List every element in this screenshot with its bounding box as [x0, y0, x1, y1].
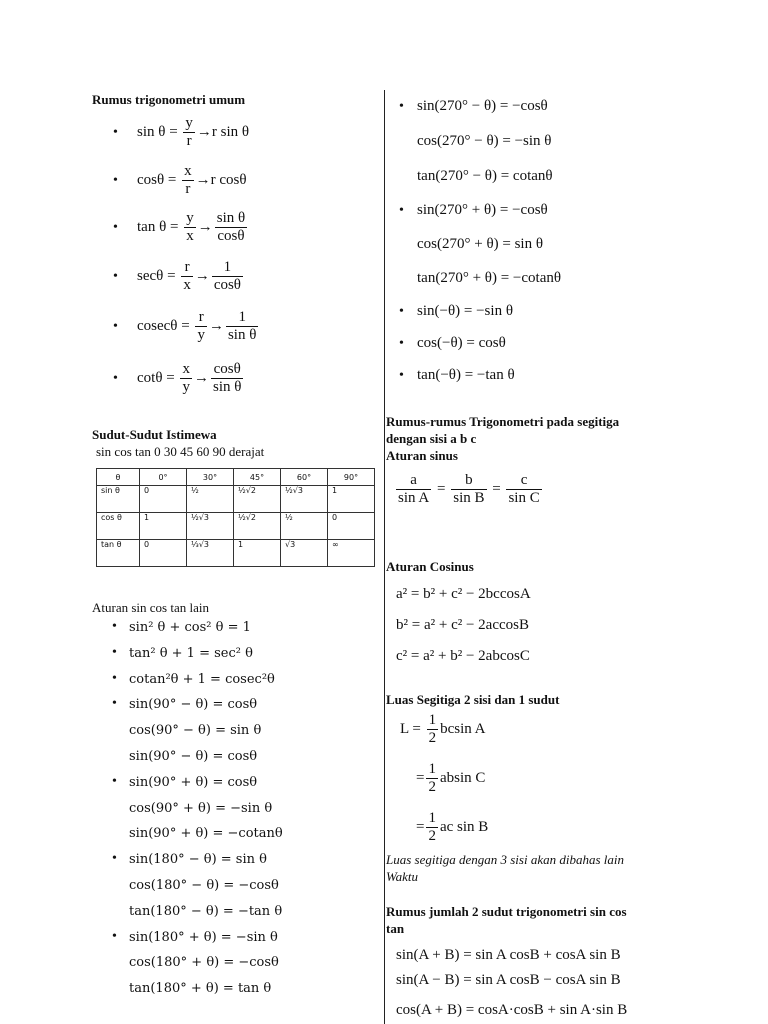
table-cell: √3 [281, 540, 328, 567]
other-rule-item: sin(90° − θ) = cosθ [129, 749, 258, 764]
general-formula-bullet: • [113, 173, 118, 188]
heading-triangle-area: Luas Segitiga 2 sisi dan 1 sudut [386, 692, 560, 707]
identity-bullet: • [399, 203, 404, 218]
other-rule-bullet: • [112, 696, 117, 711]
table-cell: ∞ [328, 540, 375, 567]
identity-item: tan(270° + θ) = −cotanθ [417, 270, 562, 286]
table-cell: ⅓√3 [187, 540, 234, 567]
general-formula-1: cosθ = $\frac{x}{r}$ →r cosθ [137, 163, 247, 197]
table-header-cell: 30° [187, 469, 234, 486]
table-header-cell: 0° [140, 469, 187, 486]
identity-bullet: • [399, 368, 404, 383]
area-formula-1: L = $\frac{1}{2}$ bcsin A [400, 712, 486, 746]
heading-sine-rule: Aturan sinus [386, 448, 458, 463]
other-rule-item: tan² θ + 1 = sec² θ [129, 646, 253, 661]
identity-item: sin(270° + θ) = −cosθ [417, 202, 548, 218]
sine-rule-formula: $\frac{a}{\text{sin A}}$ = $\frac{b}{\text{sin B}}$ = $\frac{c}{\text{sin C}}$ [398, 472, 540, 506]
other-rule-item: tan(180° + θ) = tan θ [129, 981, 272, 996]
area-note-line-1: Luas segitiga dengan 3 sisi akan dibahas lain [386, 852, 624, 867]
identity-bullet: • [399, 99, 404, 114]
table-header-cell: θ [97, 469, 140, 486]
identity-item: cos(270° + θ) = sin θ [417, 236, 544, 252]
general-formula-bullet: • [113, 125, 118, 140]
table-cell: ½√3 [187, 513, 234, 540]
table-cell: 1 [328, 486, 375, 513]
general-formula-3: secθ = $\frac{r}{x}$ → $\frac{1}{\cos\theta}$ [137, 259, 241, 293]
table-header-cell: 60° [281, 469, 328, 486]
heading-special-angles: Sudut-Sudut Istimewa [92, 427, 217, 442]
table-header-cell: 90° [328, 469, 375, 486]
general-formula-2: tan θ = $\frac{y}{x}$ → $\frac{\text{sin θ}}{\cos\theta}$ [137, 210, 246, 244]
identity-item: cos(−θ) = cosθ [417, 335, 506, 351]
area-formula-3: = $\frac{1}{2}$ ac sin B [416, 810, 489, 844]
table-cell: tan θ [97, 540, 140, 567]
other-rule-item: cotan²θ + 1 = cosec²θ [129, 672, 275, 687]
table-cell: ½ [187, 486, 234, 513]
identity-bullet: • [399, 336, 404, 351]
sine-rule-fraction-b: $\frac{b}{\text{sin B}}$ [453, 472, 485, 506]
table-cell: sin θ [97, 486, 140, 513]
cosine-rule-c: c² = a² + b² − 2abcosC [396, 648, 530, 664]
table-row [97, 486, 375, 513]
general-formula-bullet: • [113, 220, 118, 235]
sum-formula-2: sin(A − B) = sin A cosB − cosA sin B [396, 972, 621, 988]
identity-bullet: • [399, 304, 404, 319]
general-formula-bullet: • [113, 371, 118, 386]
other-rule-item: sin(90° + θ) = −cotanθ [129, 826, 283, 841]
sine-rule-fraction-c: $\frac{c}{\text{sin C}}$ [508, 472, 540, 506]
special-angles-table [96, 468, 375, 567]
other-rule-bullet: • [112, 619, 117, 634]
table-cell: ½√3 [281, 486, 328, 513]
cosine-rule-a: a² = b² + c² − 2bccosA [396, 586, 531, 602]
other-rule-bullet: • [112, 929, 117, 944]
table-cell: ½ [281, 513, 328, 540]
heading-sum-formulas-1: Rumus jumlah 2 sudut trigonometri sin cos [386, 904, 627, 919]
heading-cosine-rule: Aturan Cosinus [386, 559, 474, 574]
sine-rule-fraction-a: $\frac{a}{\text{sin A}}$ [398, 472, 430, 506]
heading-triangle-2: dengan sisi a b c [386, 431, 477, 446]
other-rule-item: sin(180° − θ) = sin θ [129, 852, 267, 867]
heading-triangle-1: Rumus-rumus Trigonometri pada segitiga [386, 414, 620, 429]
table-cell: 1 [140, 513, 187, 540]
table-cell: 0 [140, 540, 187, 567]
other-rule-item: sin(90° + θ) = cosθ [129, 775, 258, 790]
other-rule-item: cos(180° − θ) = −cosθ [129, 878, 279, 893]
table-header-row [97, 469, 375, 486]
identity-item: tan(270° − θ) = cotanθ [417, 168, 553, 184]
other-rule-item: cos(90° + θ) = −sin θ [129, 801, 273, 816]
table-row [97, 540, 375, 567]
general-formula-bullet: • [113, 319, 118, 334]
other-rule-item: sin(90° − θ) = cosθ [129, 697, 258, 712]
identity-item: sin(−θ) = −sin θ [417, 303, 513, 319]
other-rule-bullet: • [112, 774, 117, 789]
other-rule-bullet: • [112, 671, 117, 686]
column-divider [384, 90, 385, 1024]
special-angles-subtitle: sin cos tan 0 30 45 60 90 derajat [96, 444, 265, 459]
heading-general-formulas: Rumus trigonometri umum [92, 92, 246, 107]
identity-item: sin(270° − θ) = −cosθ [417, 98, 548, 114]
table-cell: 1 [234, 540, 281, 567]
general-formula-5: cotθ = $\frac{x}{y}$ → $\frac{\cos\theta}{\text{sin θ}}$ [137, 361, 242, 395]
other-rule-item: sin(180° + θ) = −sin θ [129, 930, 278, 945]
table-cell: ½√2 [234, 486, 281, 513]
table-cell: cos θ [97, 513, 140, 540]
identity-item: tan(−θ) = −tan θ [417, 367, 515, 383]
table-cell: ½√2 [234, 513, 281, 540]
table-cell: 0 [140, 486, 187, 513]
general-formula-0: sin θ = $\frac{y}{r}$ →r sin θ [137, 115, 250, 149]
other-rule-item: cos(180° + θ) = −cosθ [129, 955, 279, 970]
table-header-cell: 45° [234, 469, 281, 486]
sum-formula-3: cos(A + B) = cosA·cosB + sin A·sin B [396, 1002, 628, 1018]
heading-sum-formulas-2: tan [386, 921, 405, 936]
area-note-line-2: Waktu [386, 869, 419, 884]
other-rule-bullet: • [112, 645, 117, 660]
area-formula-2: = $\frac{1}{2}$ absin C [416, 761, 486, 795]
table-cell: 0 [328, 513, 375, 540]
sum-formula-1: sin(A + B) = sin A cosB + cosA sin B [396, 947, 621, 963]
general-formula-bullet: • [113, 269, 118, 284]
other-rule-item: tan(180° − θ) = −tan θ [129, 904, 283, 919]
table-row [97, 513, 375, 540]
other-rule-bullet: • [112, 851, 117, 866]
other-rule-item: cos(90° − θ) = sin θ [129, 723, 262, 738]
heading-other-rules: Aturan sin cos tan lain [92, 600, 209, 615]
cosine-rule-b: b² = a² + c² − 2accosB [396, 617, 530, 633]
general-formula-4: cosecθ = $\frac{r}{y}$ → $\frac{1}{\text{sin θ}}$ [137, 309, 257, 343]
identity-item: cos(270° − θ) = −sin θ [417, 133, 552, 149]
other-rule-item: sin² θ + cos² θ = 1 [129, 620, 251, 635]
